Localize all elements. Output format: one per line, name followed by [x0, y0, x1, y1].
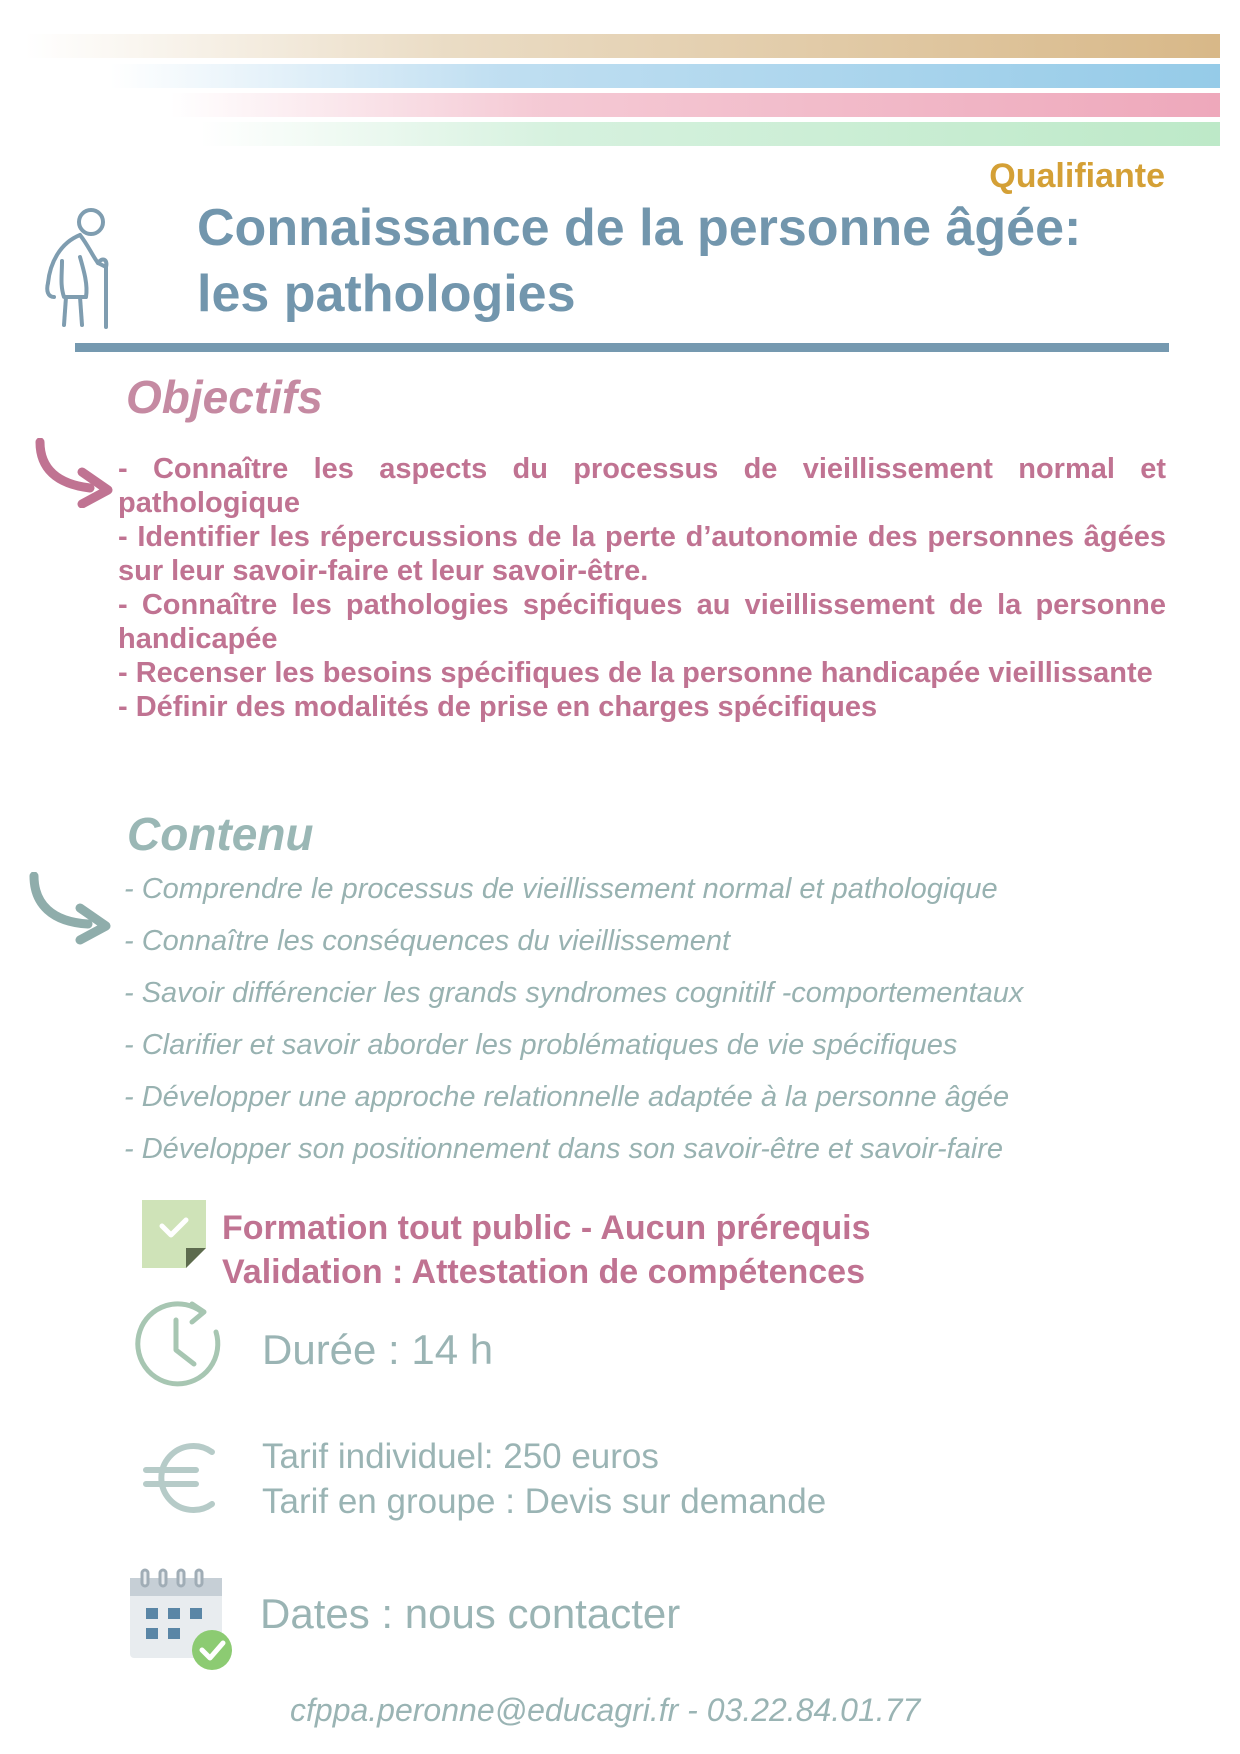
header-stripe-pink [170, 93, 1220, 117]
checklist-icon [140, 1198, 208, 1270]
list-item: - Connaître les conséquences du vieillissement [124, 925, 731, 957]
curved-arrow-icon [28, 872, 112, 946]
objectifs-heading: Objectifs [126, 371, 323, 423]
individual-price: Tarif individuel: 250 euros [262, 1437, 659, 1476]
euro-icon [140, 1438, 226, 1518]
page-title [197, 195, 1157, 327]
list-item: - Recenser les besoins spécifiques de la personne handicapée vieillissante [118, 657, 1153, 689]
validation-text: Validation : Attestation de compétences [222, 1253, 865, 1291]
list-item: - Connaître les aspects du processus de vieillissement normal et pathologique [118, 453, 1166, 519]
contact-line[interactable]: cfppa.peronne@educagri.fr - 03.22.84.01.77 [290, 1692, 921, 1728]
list-item: - Comprendre le processus de vieillissement normal et pathologique [124, 873, 998, 905]
list-item: - Identifier les répercussions de la perte d’autonomie des personnes âgées sur leur savoir-faire et leur savoir-être. [118, 521, 1166, 587]
qualification-badge: Qualifiante [989, 157, 1165, 195]
elderly-person-icon [40, 205, 115, 330]
public-text: Formation tout public - Aucun prérequis [222, 1209, 871, 1247]
dates-text: Dates : nous contacter [260, 1590, 681, 1637]
pricing-block [262, 1434, 826, 1524]
list-item: - Clarifier et savoir aborder les problématiques de vie spécifiques [124, 1029, 958, 1061]
public-validation-block [222, 1206, 871, 1294]
clock-icon [132, 1298, 228, 1394]
title-line-1: Connaissance de la personne âgée: [197, 199, 1082, 257]
header-stripe-green [200, 122, 1220, 146]
list-item: - Savoir différencier les grands syndromes cognitilf -comportementaux [124, 977, 1024, 1009]
list-item: - Développer son positionnement dans son savoir-être et savoir-faire [124, 1133, 1004, 1165]
contenu-heading: Contenu [127, 808, 314, 860]
calendar-icon [128, 1568, 236, 1670]
group-price: Tarif en groupe : Devis sur demande [262, 1482, 827, 1521]
list-item: - Définir des modalités de prise en charges spécifiques [118, 691, 878, 723]
list-item: - Développer une approche relationnelle adaptée à la personne âgée [124, 1081, 1010, 1113]
duration-text: Durée : 14 h [262, 1326, 494, 1373]
header-stripe-gold [25, 34, 1220, 58]
title-divider [75, 343, 1169, 352]
list-item: - Connaître les pathologies spécifiques au vieillissement de la personne handicapée [118, 589, 1166, 655]
title-line-2: les pathologies [197, 265, 576, 323]
objectifs-list [118, 452, 1166, 724]
curved-arrow-icon [34, 438, 114, 508]
contenu-list [124, 872, 1023, 1184]
header-stripe-blue [110, 64, 1220, 88]
